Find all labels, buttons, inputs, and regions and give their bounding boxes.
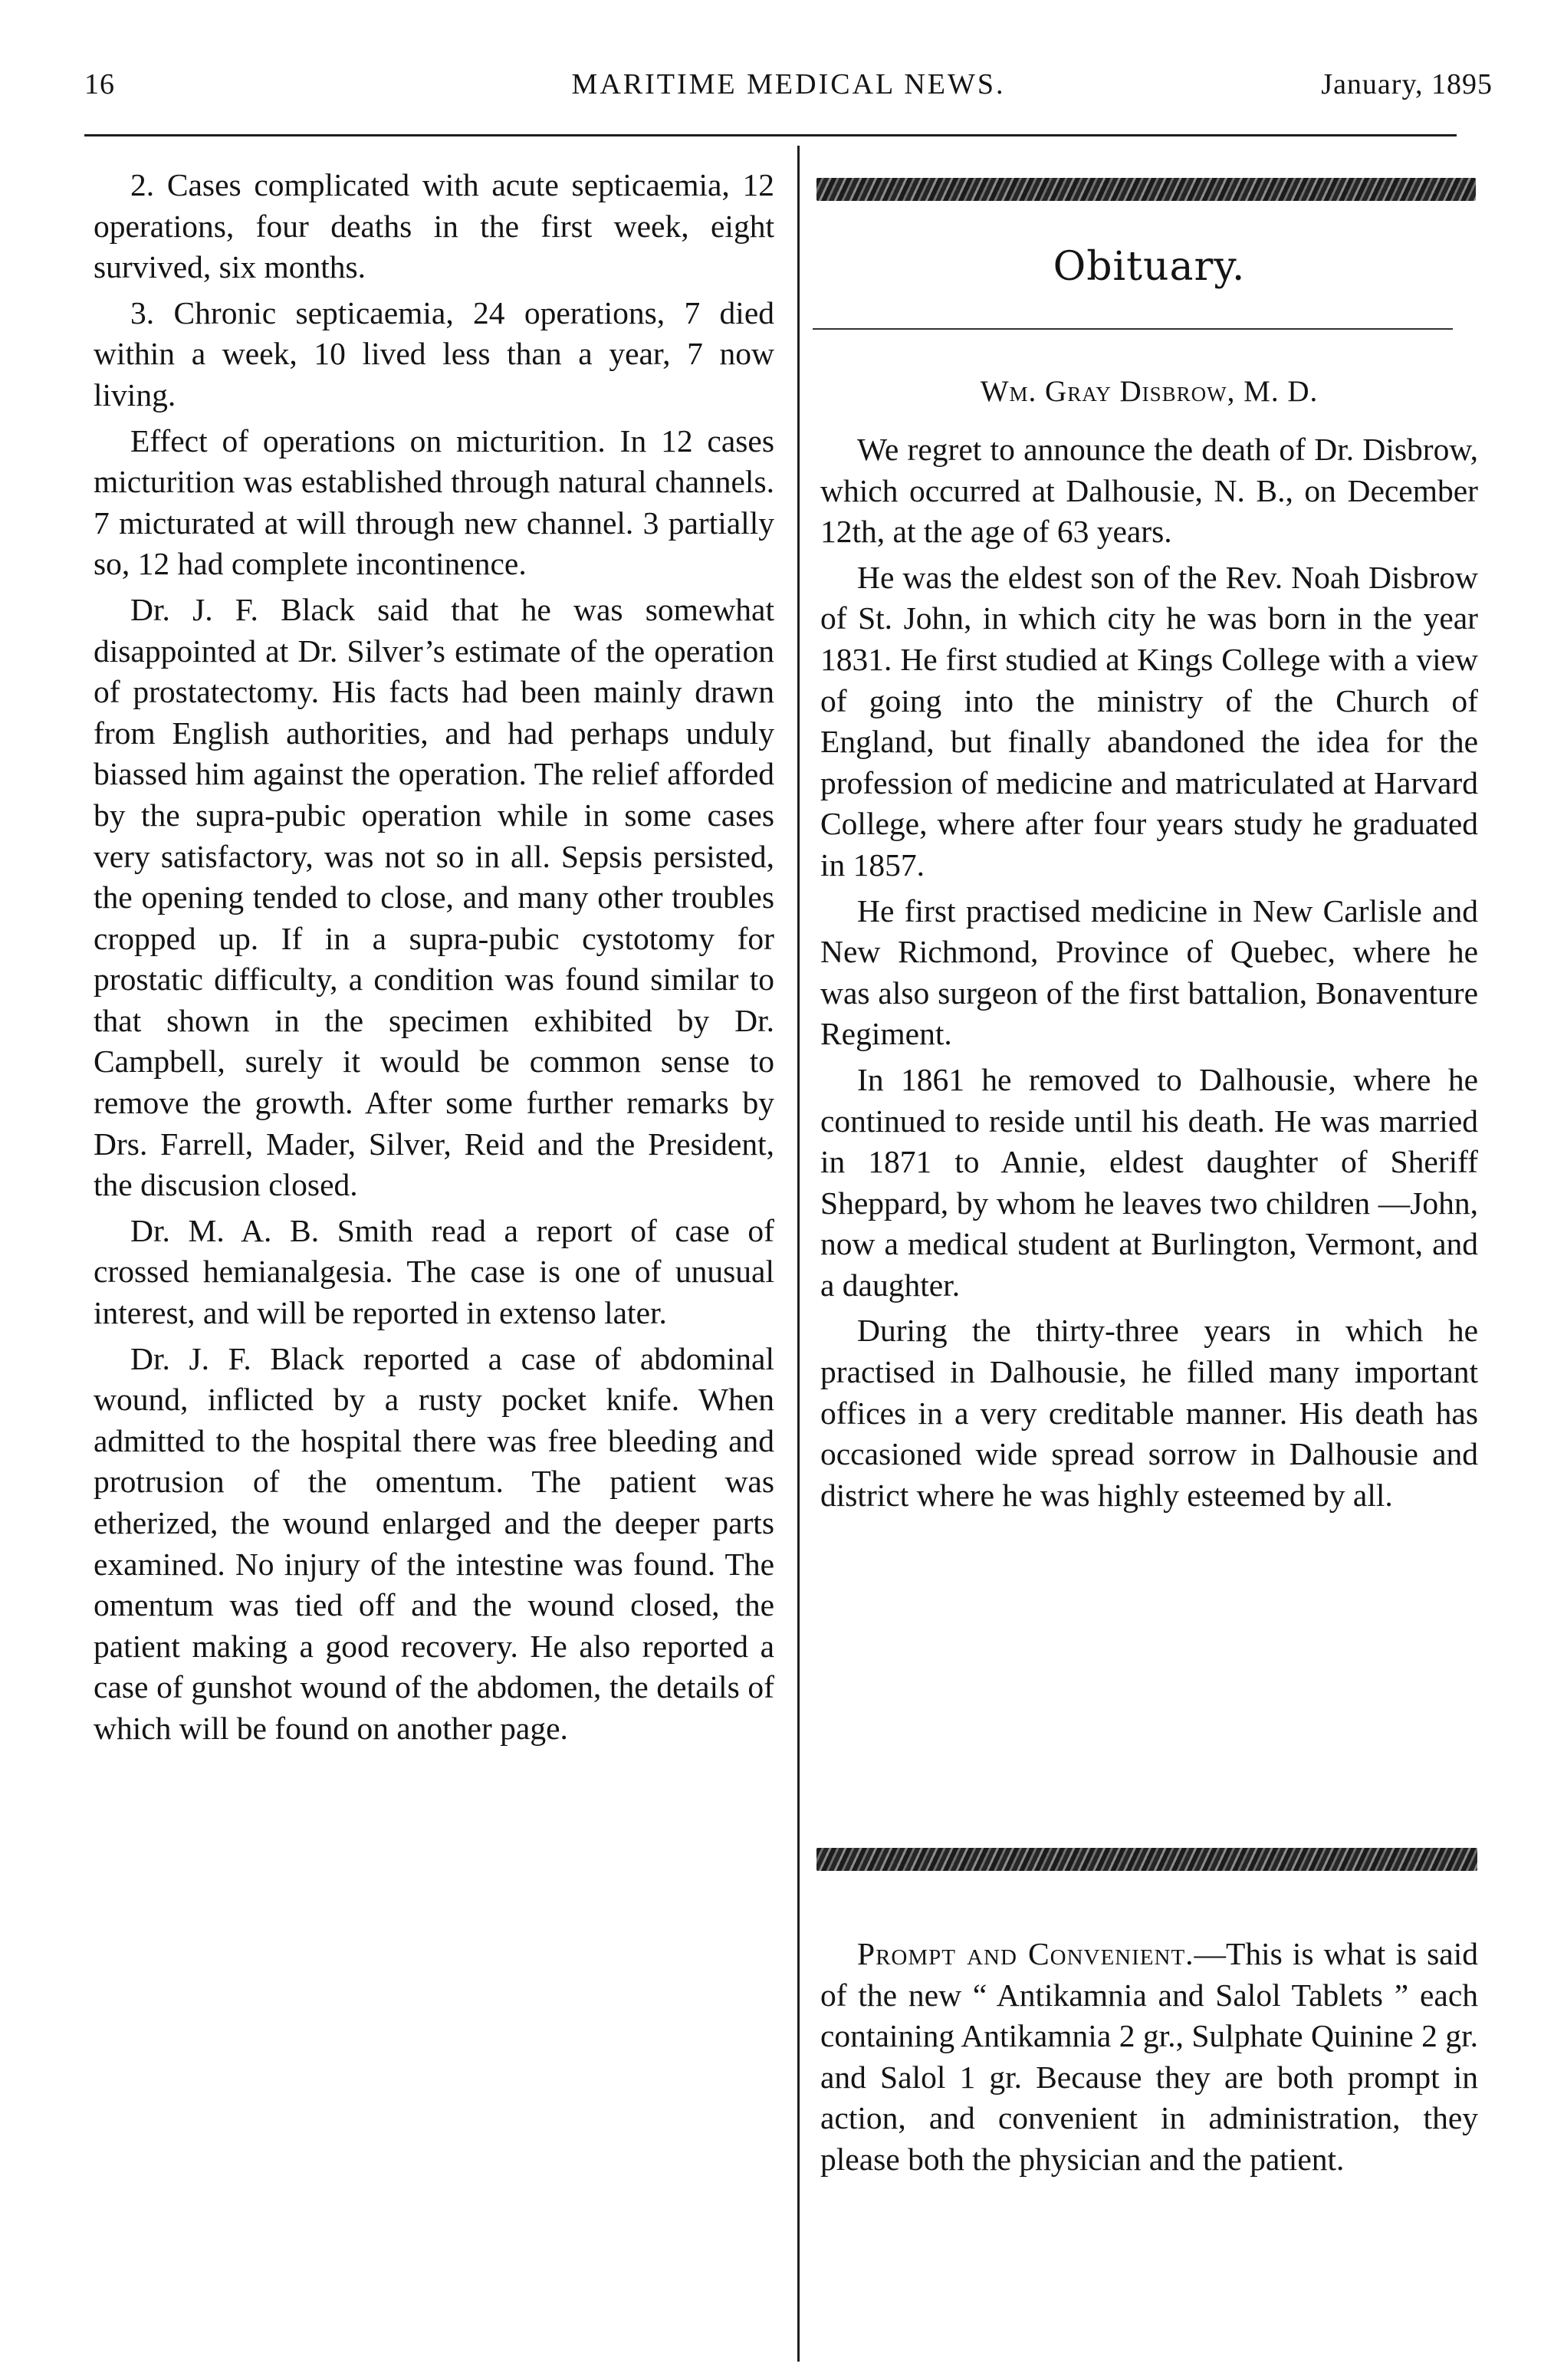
paragraph: Effect of operations on micturition. In 12 cases micturition was established through natural channels. 7 micturated at will through new channel. 3 partially so, 12 had complete incontinence. [94, 422, 774, 582]
ornamental-band-middle [816, 1848, 1477, 1871]
paragraph: Dr. M. A. B. Smith read a report of case of crossed hemianalgesia. The case is one of unusual interest, and will be reported in extenso later. [94, 1212, 774, 1331]
obituary-heading: Obituary. [1053, 244, 1246, 290]
paragraph: 2. Cases complicated with acute septicaemia, 12 operations, four deaths in the first week, eight survived, six months. [94, 167, 774, 285]
ornamental-band-top [816, 178, 1476, 201]
paragraph: Dr. J. F. Black said that he was somewhat disappointed at Dr. Silver’s estimate of the operation of prostatectomy. His facts had been mainly drawn from English authorities, and had perhaps unduly biassed him against the operation. The relief afforded by the supra-pubic operation while in some cases very satisfactory, was not so in all. Sepsis persisted, the opening tended to close, and many other troubles cropped up. If in a supra-pubic cystotomy for prostatic difficulty, a condition was found similar to that shown in the specimen exhibited by Dr. Campbell, surely it would be common sense to remove the growth. After some further remarks by Drs. Farrell, Mader, Silver, Reid and the President, the discusion closed. [94, 591, 774, 1203]
notice-lead: Prompt and Convenient. [857, 1936, 1194, 1971]
obituary-name: Wm. Gray Disbrow, M. D. [980, 375, 1319, 408]
paragraph: We regret to announce the death of Dr. Disbrow, which occurred at Dalhousie, N. B., on December 12th, at the age of 63 years. [820, 432, 1478, 550]
obituary-body [820, 429, 1478, 1520]
header-rule [84, 134, 1457, 136]
paragraph: He was the eldest son of the Rev. Noah Disbrow of St. John, in which city he was born in the year 1831. He first studied at Kings College with a view of going into the ministry of the Church of England, but finally abandoned the idea for the profession of medicine and matriculated at Harvard College, where after four years study he graduated in 1857. [820, 559, 1478, 883]
column-divider [797, 146, 800, 2362]
left-column [94, 165, 774, 1754]
notice-text: —This is what is said of the new “ Antikamnia and Salol Tablets ” each containing Antikamnia 2 gr., Sulphate Quinine 2 gr. and Salol 1 gr. Because they are both prompt in action, and convenient in administration, they please both the physician and the patient. [820, 1936, 1478, 2177]
paragraph [820, 1934, 1478, 2181]
notice-body [820, 1934, 1478, 2185]
paragraph: In 1861 he removed to Dalhousie, where he continued to reside until his death. He was married in 1871 to Annie, eldest daughter of Sheriff Sheppard, by whom he leaves two children —John, now a medical student at Burlington, Vermont, and a daughter. [820, 1061, 1478, 1303]
journal-title: MARITIME MEDICAL NEWS. [571, 68, 1006, 100]
running-header [84, 67, 1493, 115]
paragraph: 3. Chronic septicaemia, 24 operations, 7 died within a week, 10 lived less than a year, 7 now living. [94, 294, 774, 413]
issue-date: January, 1895 [1321, 68, 1493, 100]
paragraph: During the thirty-three years in which he practised in Dalhousie, he filled many important offices in a very creditable manner. His death has occasioned wide spread sorrow in Dalhousie and district where he was highly esteemed by all. [820, 1313, 1478, 1513]
obituary-rule [813, 328, 1453, 330]
paragraph: He first practised medicine in New Carlisle and New Richmond, Province of Quebec, where he was also surgeon of the first battalion, Bonaventure Regiment. [820, 893, 1478, 1052]
page-number: 16 [84, 68, 115, 100]
paragraph: Dr. J. F. Black reported a case of abdominal wound, inflicted by a rusty pocket knife. When admitted to the hospital there was free bleeding and protrusion of the omentum. The patient was etherized, the wound enlarged and the deeper parts examined. No injury of the intestine was found. The omentum was tied off and the wound closed, the patient making a good recovery. He also reported a case of gunshot wound of the abdomen, the details of which will be found on another page. [94, 1340, 774, 1746]
